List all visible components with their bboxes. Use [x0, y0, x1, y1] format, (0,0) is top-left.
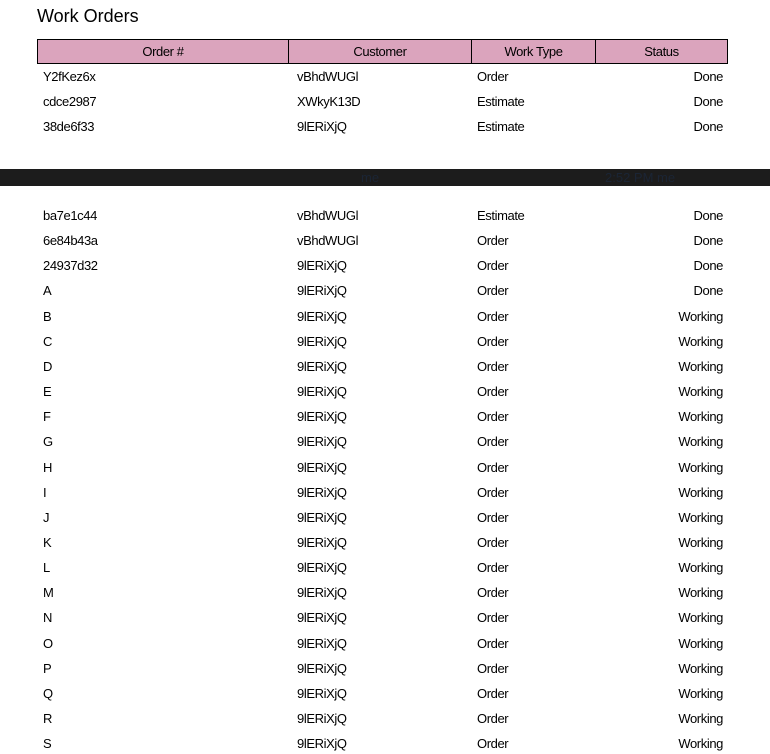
cell-order-number: K: [43, 534, 52, 550]
cell-status: Working: [678, 560, 723, 576]
table-row[interactable]: [0, 256, 770, 276]
table-row[interactable]: [0, 231, 770, 251]
column-header-customer[interactable]: Customer: [288, 40, 471, 63]
cell-customer: 9lERiXjQ: [297, 358, 347, 374]
table-row[interactable]: [0, 332, 770, 352]
cell-customer: 9lERiXjQ: [297, 610, 347, 626]
cell-order-number: R: [43, 711, 52, 726]
cell-order-number: N: [43, 610, 52, 626]
cell-work-type: Order: [477, 233, 509, 249]
cell-status: Working: [678, 384, 723, 400]
table-row[interactable]: [0, 533, 770, 553]
cell-work-type: Order: [477, 711, 509, 726]
cell-status: Working: [678, 660, 723, 676]
cell-customer: 9lERiXjQ: [297, 685, 347, 701]
cell-status: Working: [678, 484, 723, 500]
cell-work-type: Order: [477, 69, 509, 84]
cell-customer: 9lERiXjQ: [297, 585, 347, 601]
cell-status: Done: [693, 283, 723, 299]
table-row[interactable]: [0, 407, 770, 427]
cell-order-number: Y2fKez6x: [43, 69, 96, 84]
table-row[interactable]: [0, 709, 770, 729]
cell-customer: 9lERiXjQ: [297, 635, 347, 651]
cell-customer: 9lERiXjQ: [297, 711, 347, 726]
cell-status: Done: [693, 258, 723, 274]
cell-customer: 9lERiXjQ: [297, 384, 347, 400]
cell-status: Working: [678, 610, 723, 626]
divider-bar-label-left: me: [361, 170, 380, 185]
cell-customer: 9lERiXjQ: [297, 333, 347, 349]
cell-order-number: F: [43, 409, 51, 425]
cell-work-type: Order: [477, 459, 509, 475]
cell-order-number: G: [43, 434, 53, 450]
table-row[interactable]: [0, 432, 770, 452]
cell-status: Working: [678, 685, 723, 701]
cell-order-number: 24937d32: [43, 258, 98, 274]
cell-order-number: P: [43, 660, 52, 676]
cell-customer: XWkyK13D: [297, 94, 361, 109]
column-header-work-type[interactable]: Work Type: [471, 40, 595, 63]
cell-status: Working: [678, 635, 723, 651]
table-header: [37, 39, 728, 64]
cell-work-type: Estimate: [477, 119, 525, 134]
cell-status: Working: [678, 585, 723, 601]
cell-customer: 9lERiXjQ: [297, 736, 347, 752]
divider-bar: [0, 169, 770, 186]
cell-customer: 9lERiXjQ: [297, 509, 347, 525]
divider-bar-label-right: 2:52 PM me: [605, 170, 676, 185]
cell-customer: 9lERiXjQ: [297, 409, 347, 425]
cell-order-number: A: [43, 283, 52, 299]
cell-order-number: M: [43, 585, 54, 601]
cell-customer: 9lERiXjQ: [297, 660, 347, 676]
cell-order-number: B: [43, 308, 52, 324]
cell-customer: 9lERiXjQ: [297, 119, 347, 134]
table-row[interactable]: [0, 583, 770, 603]
cell-work-type: Estimate: [477, 94, 525, 109]
cell-status: Working: [678, 509, 723, 525]
table-row[interactable]: [0, 483, 770, 503]
cell-work-type: Order: [477, 560, 509, 576]
page-title: Work Orders: [37, 6, 139, 26]
cell-order-number: C: [43, 333, 52, 349]
table-row[interactable]: [0, 608, 770, 628]
cell-customer: 9lERiXjQ: [297, 308, 347, 324]
table-row[interactable]: [0, 382, 770, 402]
cell-customer: 9lERiXjQ: [297, 258, 347, 274]
cell-work-type: Estimate: [477, 208, 525, 223]
table-row[interactable]: [0, 67, 770, 87]
cell-status: Working: [678, 711, 723, 726]
cell-status: Done: [693, 119, 723, 134]
cell-order-number: ba7e1c44: [43, 208, 97, 223]
cell-work-type: Order: [477, 685, 509, 701]
cell-status: Working: [678, 459, 723, 475]
table-row[interactable]: [0, 634, 770, 654]
table-row[interactable]: [0, 508, 770, 528]
cell-order-number: O: [43, 635, 53, 651]
cell-work-type: Order: [477, 283, 509, 299]
table-row[interactable]: [0, 281, 770, 301]
cell-order-number: E: [43, 384, 52, 400]
cell-work-type: Order: [477, 258, 509, 274]
cell-work-type: Order: [477, 534, 509, 550]
cell-work-type: Order: [477, 585, 509, 601]
cell-work-type: Order: [477, 384, 509, 400]
cell-customer: vBhdWUGl: [297, 69, 359, 84]
cell-work-type: Order: [477, 308, 509, 324]
cell-work-type: Order: [477, 736, 509, 752]
cell-order-number: cdce2987: [43, 94, 97, 109]
cell-order-number: 6e84b43a: [43, 233, 98, 249]
cell-customer: 9lERiXjQ: [297, 283, 347, 299]
cell-work-type: Order: [477, 660, 509, 676]
table-row[interactable]: [0, 558, 770, 578]
cell-status: Working: [678, 409, 723, 425]
cell-work-type: Order: [477, 358, 509, 374]
cell-status: Done: [693, 208, 723, 223]
cell-work-type: Order: [477, 509, 509, 525]
cell-order-number: 38de6f33: [43, 119, 95, 134]
cell-order-number: I: [43, 484, 47, 500]
cell-work-type: Order: [477, 635, 509, 651]
cell-status: Working: [678, 333, 723, 349]
cell-status: Done: [693, 94, 723, 109]
cell-status: Working: [678, 534, 723, 550]
cell-work-type: Order: [477, 610, 509, 626]
table-row[interactable]: [0, 357, 770, 377]
column-header-order[interactable]: Order #: [37, 40, 288, 63]
table-row[interactable]: [0, 684, 770, 704]
table-row[interactable]: [0, 206, 770, 226]
cell-order-number: L: [43, 560, 50, 576]
cell-work-type: Order: [477, 333, 509, 349]
cell-order-number: Q: [43, 685, 53, 701]
cell-customer: 9lERiXjQ: [297, 484, 347, 500]
column-header-status[interactable]: Status: [595, 40, 728, 63]
cell-work-type: Order: [477, 434, 509, 450]
cell-customer: vBhdWUGl: [297, 208, 359, 223]
table-row[interactable]: [0, 734, 770, 754]
table-row[interactable]: [0, 307, 770, 327]
cell-order-number: J: [43, 509, 50, 525]
cell-customer: 9lERiXjQ: [297, 560, 347, 576]
cell-status: Working: [678, 308, 723, 324]
table-row[interactable]: [0, 659, 770, 679]
cell-status: Working: [678, 736, 723, 752]
cell-status: Working: [678, 358, 723, 374]
table-row[interactable]: [0, 458, 770, 478]
cell-work-type: Order: [477, 409, 509, 425]
cell-status: Done: [693, 233, 723, 249]
cell-status: Done: [693, 69, 723, 84]
cell-work-type: Order: [477, 484, 509, 500]
cell-customer: vBhdWUGl: [297, 233, 359, 249]
cell-status: Working: [678, 434, 723, 450]
cell-order-number: D: [43, 358, 52, 374]
table-row[interactable]: [0, 117, 770, 137]
cell-order-number: H: [43, 459, 52, 475]
cell-customer: 9lERiXjQ: [297, 534, 347, 550]
cell-customer: 9lERiXjQ: [297, 459, 347, 475]
cell-order-number: S: [43, 736, 52, 752]
cell-customer: 9lERiXjQ: [297, 434, 347, 450]
table-row[interactable]: [0, 92, 770, 112]
